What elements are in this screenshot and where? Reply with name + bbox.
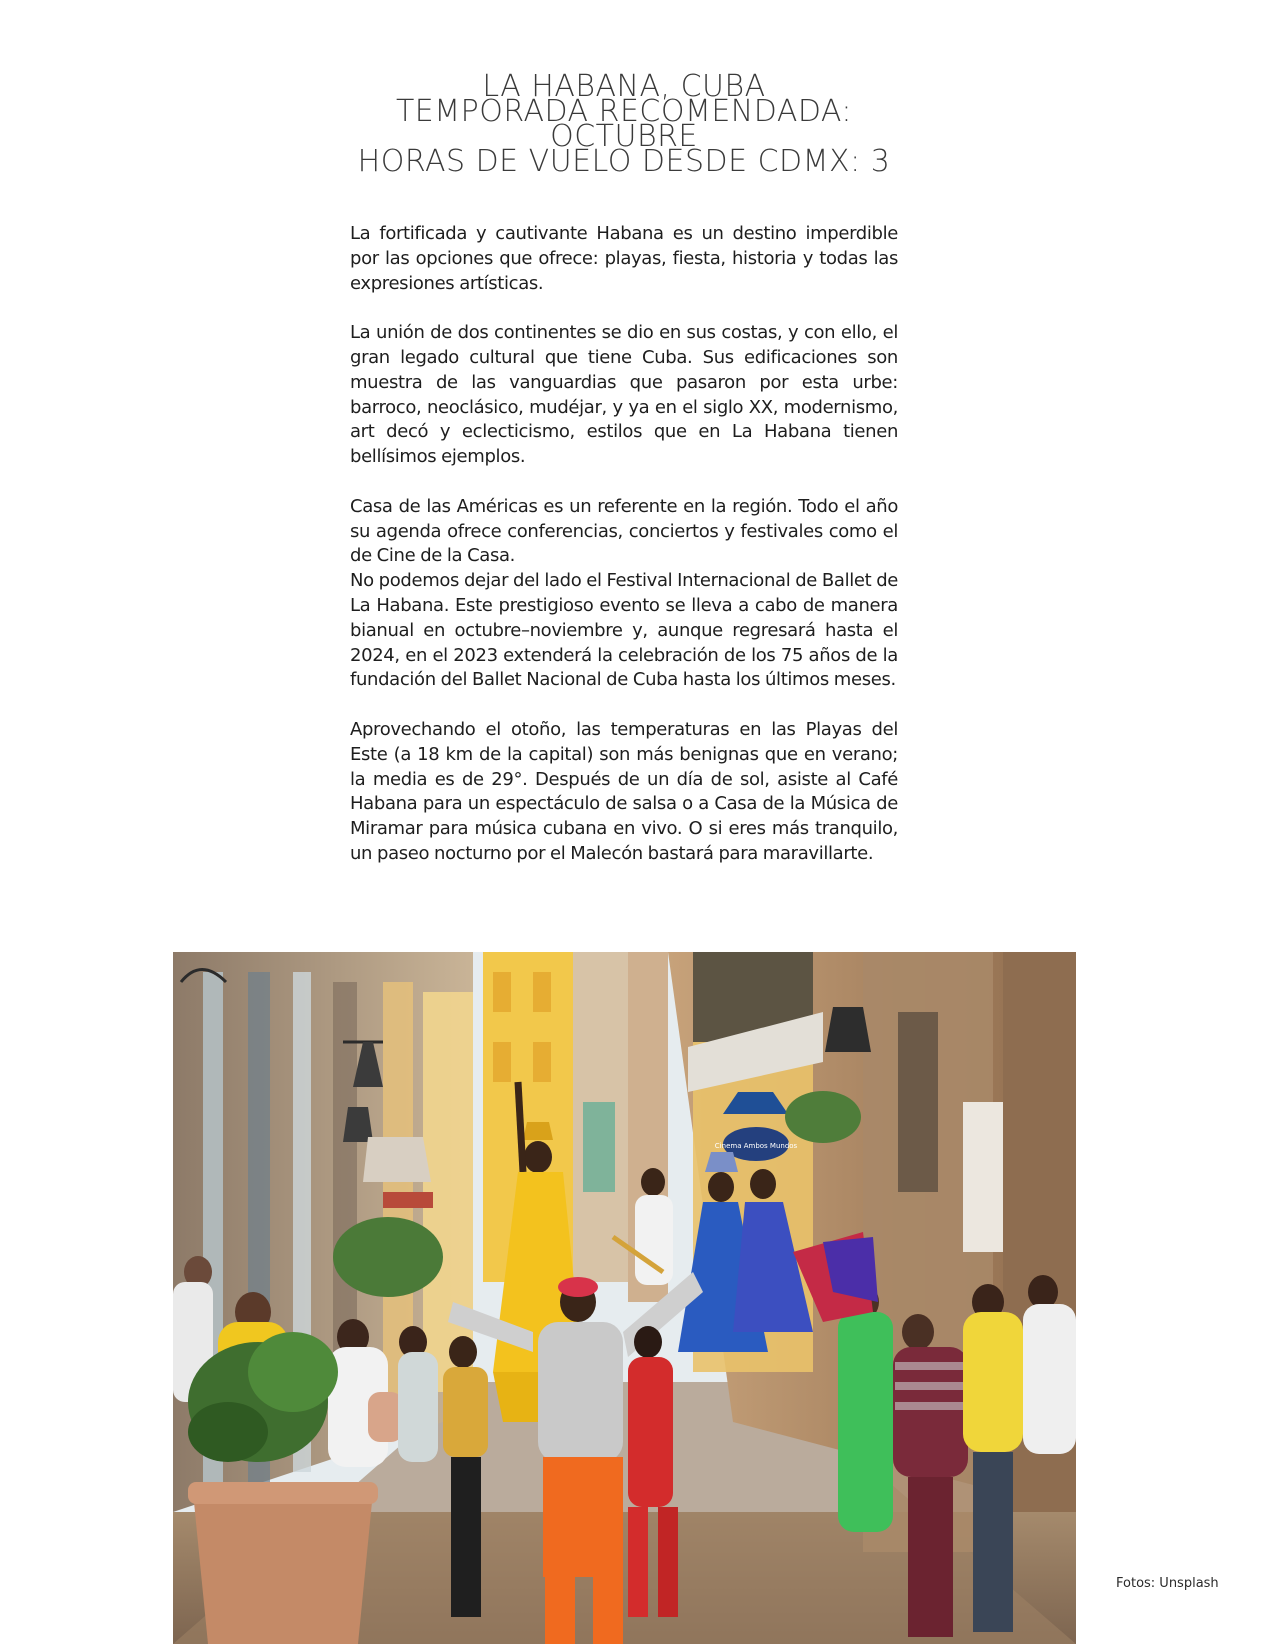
header-city: LA HABANA, CUBA xyxy=(482,69,766,104)
header-flight-hours: HORAS DE VUELO DESDE CDMX: 3 xyxy=(357,144,891,179)
cinema-sign-text: Cinema Ambos Mundos xyxy=(714,1142,798,1150)
paragraph-beaches: Aprovechando el otoño, las temperaturas en las Playas del Este (a 18 km de la capital) son más benignas que en verano; la media es de 29°. Después de un día de sol, asiste al Café Habana para un espectáculo de salsa o a Casa de la Música de Miramar para música cubana en vivo. O si eres más tranquilo, un paseo nocturno por el Malecón bastará para maravillarte. xyxy=(350,718,898,864)
paragraph-casa-americas: Casa de las Américas es un referente en la región. Todo el año su agenda ofrece conferencias, conciertos y festivales como el de Cine de la Casa. xyxy=(350,495,898,567)
article-header xyxy=(300,69,948,179)
havana-street-photo xyxy=(173,952,1076,1644)
header-season-label: TEMPORADA RECOMENDADA: xyxy=(395,94,853,129)
street-scene-illustration xyxy=(173,952,1076,1644)
article-body xyxy=(350,222,898,892)
header-season-month: OCTUBRE xyxy=(550,119,698,154)
paragraph-architecture: La unión de dos continentes se dio en sus costas, y con ello, el gran legado cultural que tiene Cuba. Sus edificaciones son muestra de las vanguardias que pasaron por esta urbe: barroco, neoclásico, mudéjar, y ya en el siglo XX, modernismo, art decó y eclecticismo, estilos que en La Habana tienen bellísimos ejemplos. xyxy=(350,322,898,468)
paragraph-intro: La fortificada y cautivante Habana es un destino imperdible por las opciones que ofrece: playas, fiesta, historia y todas las expresiones artísticas. xyxy=(350,223,898,294)
photo-credit: Fotos: Unsplash xyxy=(1116,1576,1219,1591)
paragraph-ballet-festival: No podemos dejar del lado el Festival Internacional de Ballet de La Habana. Este prestigioso evento se lleva a cabo de manera bianual en octubre–noviembre y, aunque regresará hasta el 2024, en el 2023 extenderá la celebración de los 75 años de la fundación del Ballet Nacional de Cuba hasta los últimos meses. xyxy=(350,570,898,691)
